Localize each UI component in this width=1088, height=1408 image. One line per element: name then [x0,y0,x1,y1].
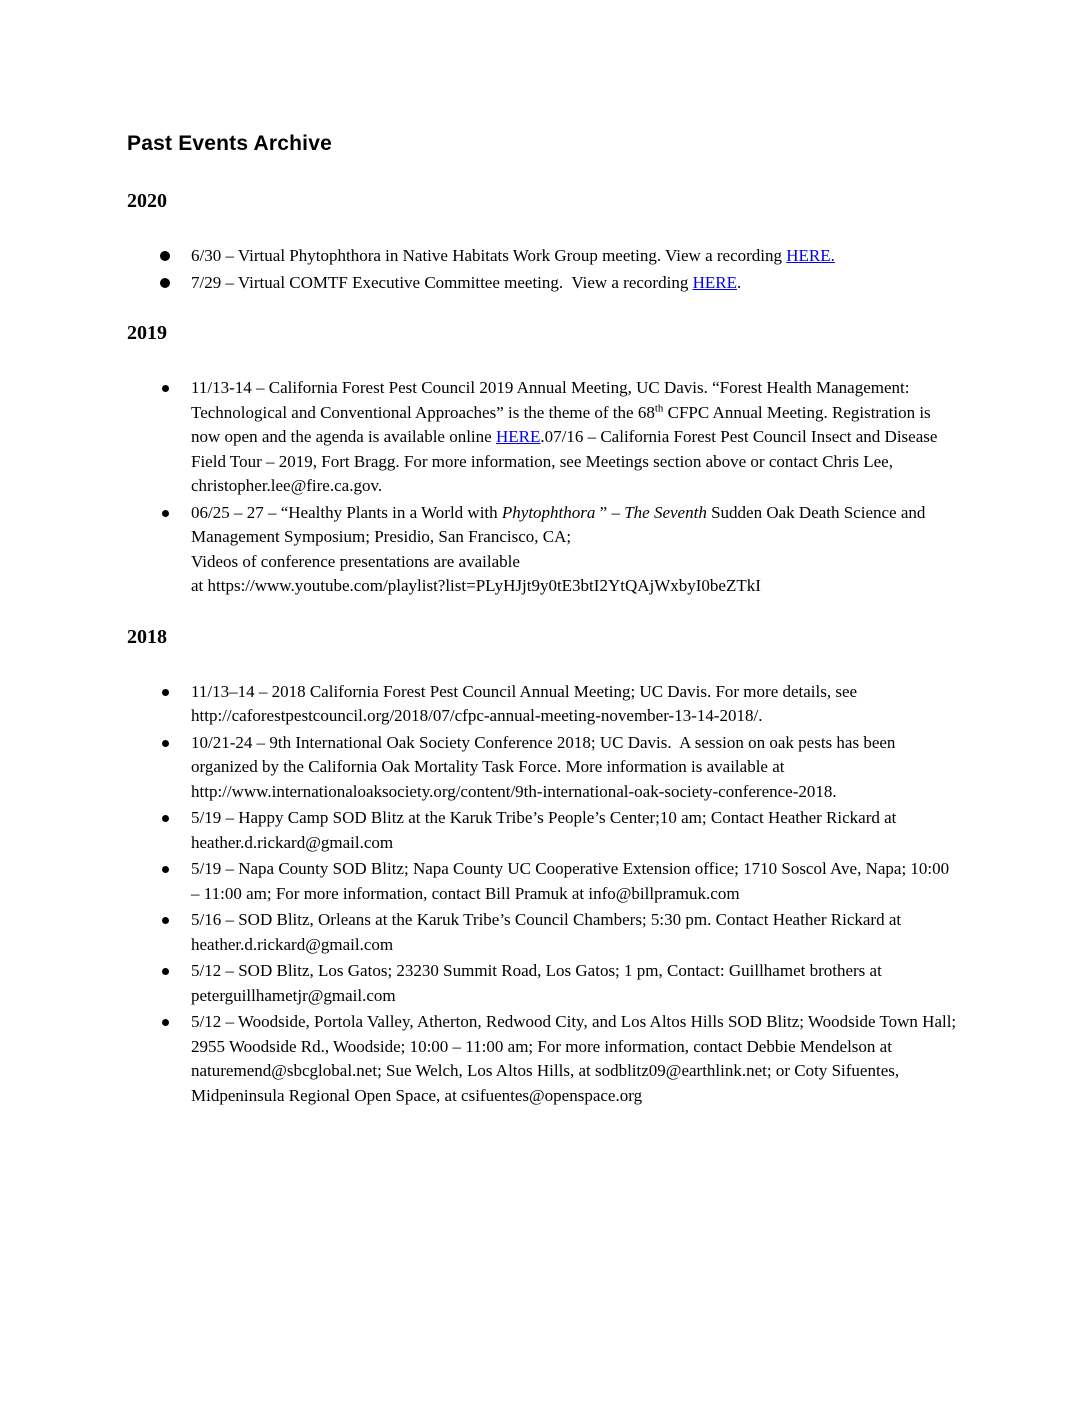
event-text: Videos of conference presentations are available [191,551,520,571]
here-link[interactable]: HERE. [786,246,835,265]
events-sections [127,190,960,1108]
year-section [127,190,960,295]
year-section [127,626,960,1109]
bullet-icon [162,815,169,822]
bullet-icon [160,278,170,288]
event-item [191,271,960,296]
bullet-icon [162,866,169,873]
event-item [191,376,960,499]
event-text: 6/30 – Virtual Phytophthora in Native Habitats Work Group meeting. View a recording [191,246,787,265]
event-item [191,501,960,599]
bullet-icon [162,385,169,392]
bullet-icon [162,689,169,696]
event-text: . [736,272,742,292]
bullet-icon [160,251,170,261]
event-text: 10/21-24 – 9th International Oak Society Conference 2018; UC Davis. A session on oak pests has been organized by the California Oak Mortality Task Force. More information is available at http://www.internationaloaksociety.org/content/9th-international-oak-society-conference-2018. [191,732,900,801]
event-text: at https://www.youtube.com/playlist?list=PLyHJjt9y0tE3btI2YtQAjWxbyI0beZTkI [191,576,761,595]
event-item [191,244,960,269]
event-text: .07/16 – California Forest Pest Council Insect and Disease Field Tour – 2019, Fort Bragg. For more information, see Meetings section above or contact Chris Lee, christopher.lee@fire.ca.gov. [191,427,942,495]
event-text: 5/12 – Woodside, Portola Valley, Atherton, Redwood City, and Los Altos Hills SOD Blitz; Woodside Town Hall; 2955 Woodside Rd., Woodside; 10:00 – 11:00 am; For more information, contact Debbie Mendelson at naturemend@sbcglobal.net; Sue Welch, Los Altos Hills, at sodblitz09@earthlink.net; or Coty Sifuentes, Midpeninsula Regional Open Space, at csifuentes@openspace.org [191,1012,961,1105]
event-text: CFPC Annual Meeting. Registration is now open and the agenda is available online [191,402,935,446]
event-text: 5/12 – SOD Blitz, Los Gatos; 23230 Summit Road, Los Gatos; 1 pm, Contact: Guillhamet brothers at peterguillhametjr@gmail.com [191,961,887,1005]
year-heading: 2019 [127,322,167,344]
year-heading: 2020 [127,190,167,212]
event-item [191,680,960,729]
event-item [191,959,960,1008]
bullet-icon [162,740,169,747]
year-section [127,322,960,599]
event-item [191,857,960,906]
event-item [191,731,960,805]
event-item [191,1010,960,1108]
event-text: Sudden Oak Death Science and Management Symposium; Presidio, San Francisco, CA; [191,502,930,546]
event-text: 7/29 – Virtual COMTF Executive Committee meeting. View a recording [191,272,693,292]
events-list [127,680,960,1109]
italic-text: The Seventh [624,502,707,522]
event-text: 5/19 – Napa County SOD Blitz; Napa County UC Cooperative Extension office; 1710 Soscol Ave, Napa; 10:00 – 11:00 am; For more information, contact Bill Pramuk at info@billpramuk.com [191,859,954,903]
bullet-icon [162,917,169,924]
superscript-text: th [654,401,664,414]
italic-text: Phytophthora [501,502,596,522]
here-link[interactable]: HERE [495,427,541,446]
bullet-icon [162,510,169,517]
event-text: 06/25 – 27 – “Healthy Plants in a World with [191,502,502,522]
bullet-icon [162,1019,169,1026]
event-item [191,806,960,855]
here-link[interactable]: HERE [692,272,737,292]
event-text: 5/16 – SOD Blitz, Orleans at the Karuk Tribe’s Council Chambers; 5:30 pm. Contact Heather Rickard at heather.d.rickard@gmail.com [191,910,906,954]
event-text: 5/19 – Happy Camp SOD Blitz at the Karuk Tribe’s People’s Center;10 am; Contact Heather Rickard at heather.d.rickard@gmail.com [191,808,901,852]
year-heading: 2018 [127,625,167,648]
bullet-icon [162,968,169,975]
event-item [191,908,960,957]
page-title: Past Events Archive [127,132,332,155]
event-text: 11/13–14 – 2018 California Forest Pest Council Annual Meeting; UC Davis. For more details, see http://caforestpestcouncil.org/2018/07/cfpc-annual-meeting-november-13-14-2018/. [191,681,862,725]
events-list [127,376,960,599]
event-text: ” – [595,502,625,522]
events-list [127,244,960,295]
event-text: 11/13-14 – California Forest Pest Council 2019 Annual Meeting, UC Davis. “Forest Health Management: Technological and Conventional Approaches” is the theme of the 68 [191,378,918,422]
